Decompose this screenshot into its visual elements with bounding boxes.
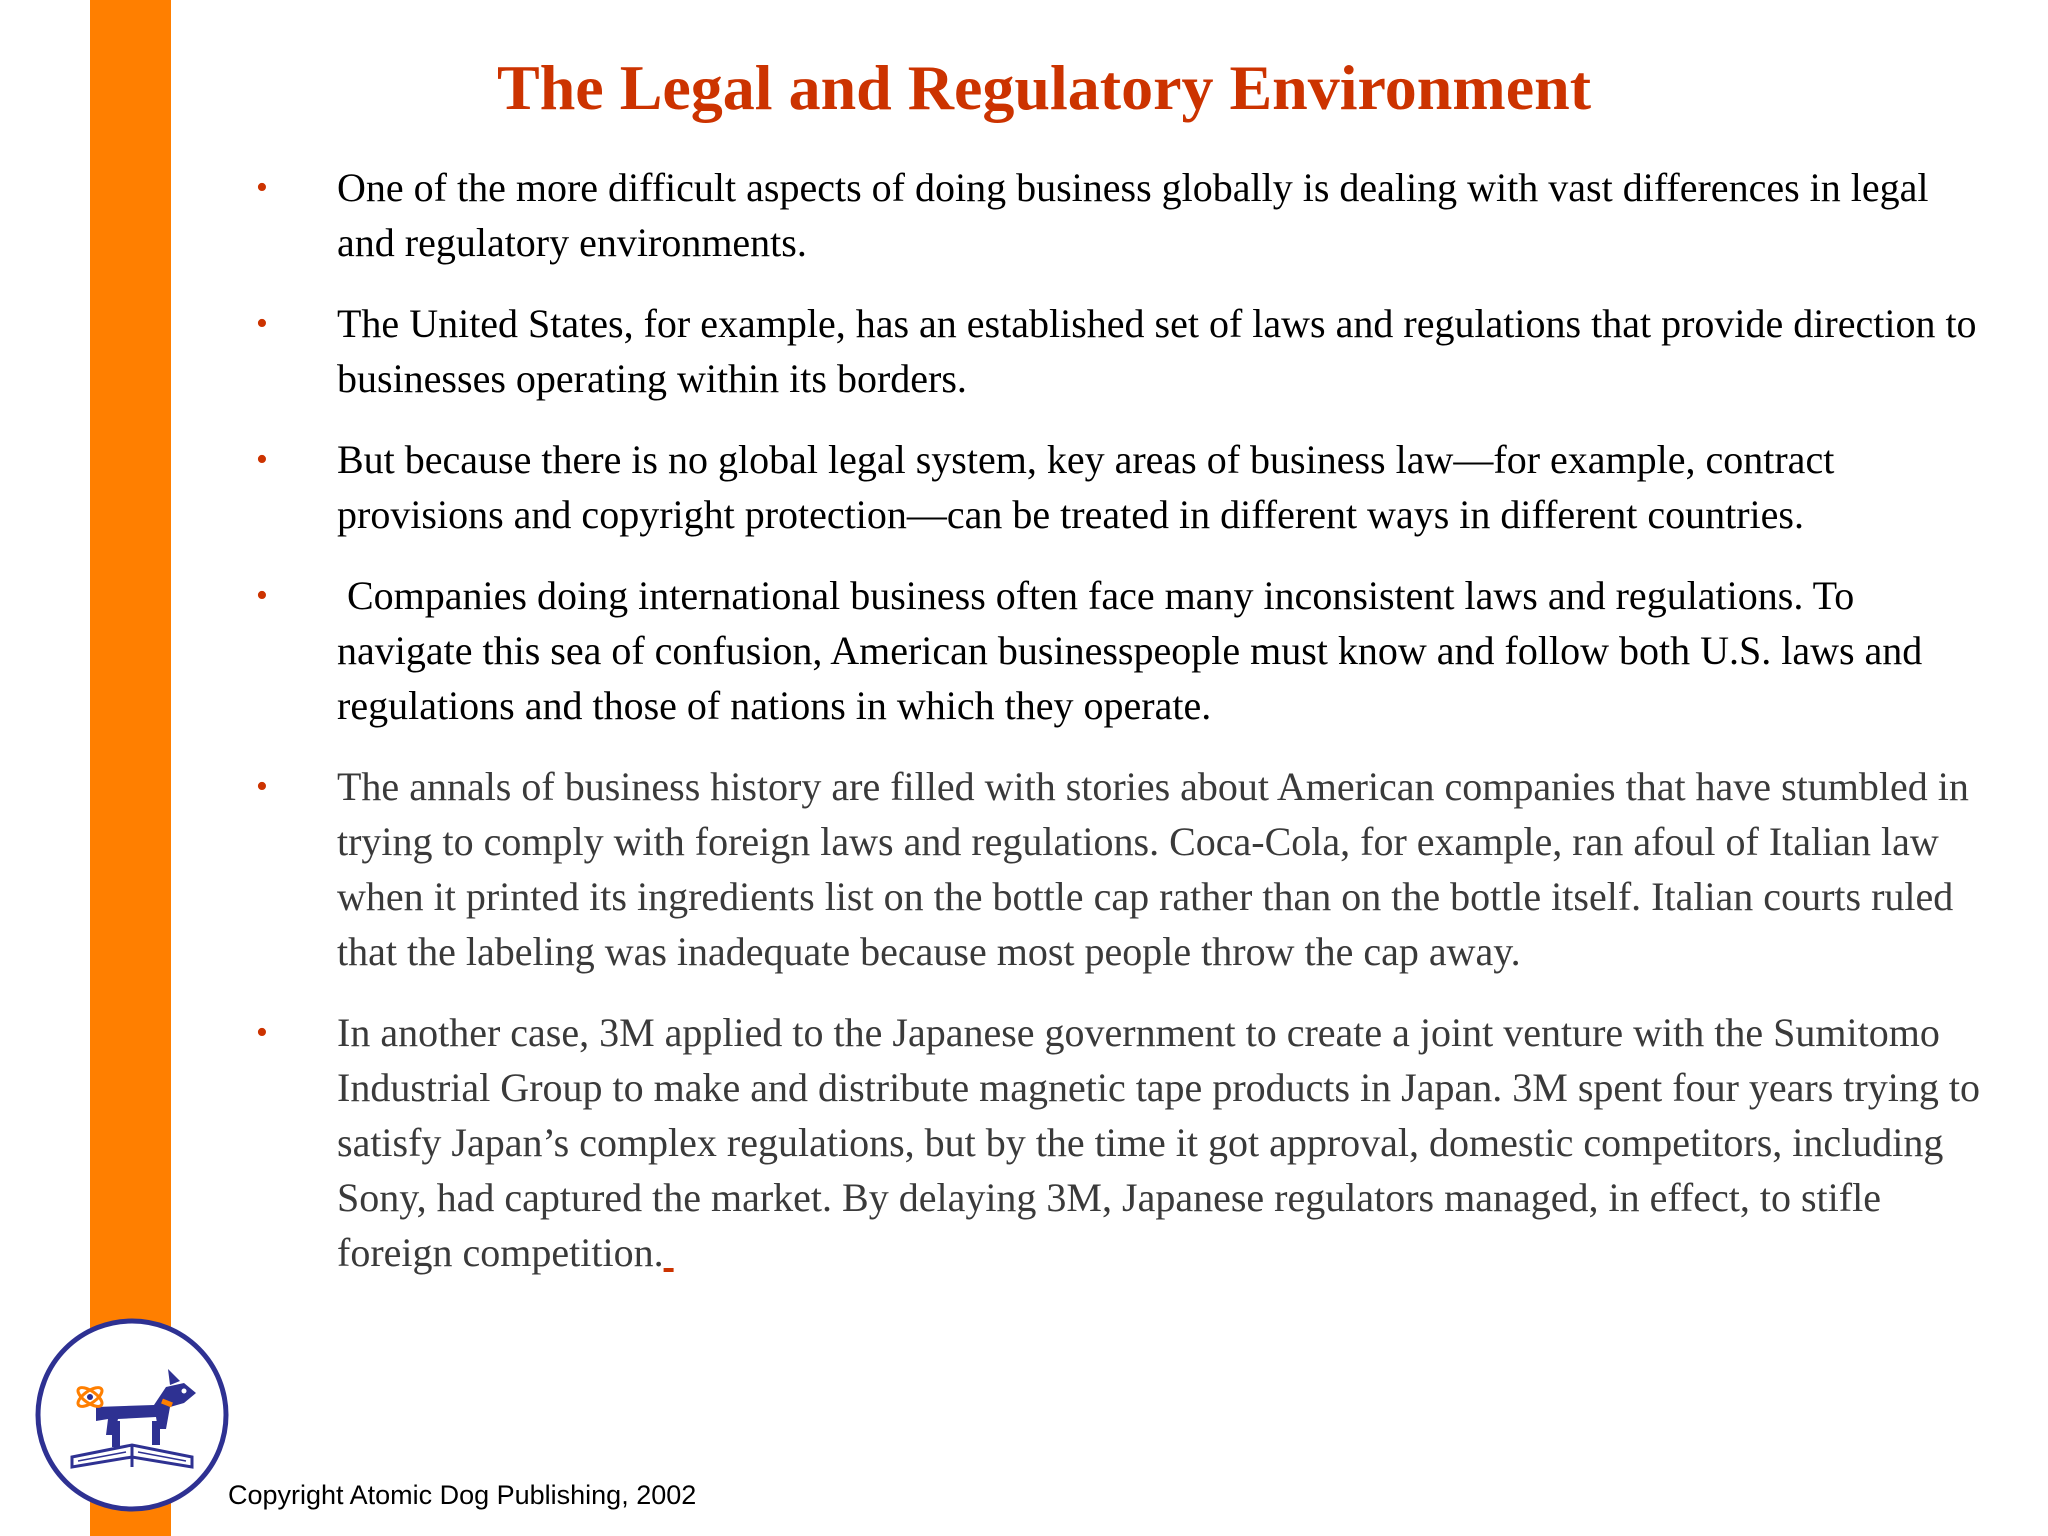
bullet-dot: • <box>256 768 268 805</box>
bullet-dot: • <box>256 441 268 478</box>
bullet-list <box>256 160 1996 1306</box>
bullet-item <box>256 432 1996 542</box>
bullet-item <box>256 759 1996 979</box>
atomic-dog-logo <box>34 1317 230 1513</box>
bullet-text: The annals of business history are filled with stories about American companies that have stumbled in trying to comply with foreign laws and regulations. Coca-Cola, for example, ran afoul of Italian law when it printed its ingredients list on the bottle cap rather than on the bottle itself. Italian courts ruled that the labeling was inadequate because most people throw the cap away. <box>337 764 1969 974</box>
trailing-underline-mark <box>664 1230 674 1275</box>
orange-side-bar <box>90 0 171 1536</box>
copyright-footer: Copyright Atomic Dog Publishing, 2002 <box>228 1480 697 1510</box>
bullet-text: One of the more difficult aspects of doing business globally is dealing with vast differences in legal and regulatory environments. <box>337 165 1929 265</box>
bullet-dot: • <box>256 305 268 342</box>
slide-title: The Legal and Regulatory Environment <box>497 52 1591 123</box>
bullet-text: But because there is no global legal system, key areas of business law—for example, contract provisions and copyright protection—can be treated in different ways in different countries. <box>337 437 1835 537</box>
bullet-item <box>256 1005 1996 1280</box>
bullet-item <box>256 296 1996 406</box>
bullet-item <box>256 160 1996 270</box>
bullet-item <box>256 568 1996 733</box>
bullet-text: The United States, for example, has an established set of laws and regulations that provide direction to businesses operating within its borders. <box>337 301 1977 401</box>
bullet-text: Companies doing international business often face many inconsistent laws and regulations. To navigate this sea of confusion, American businesspeople must know and follow both U.S. laws and regulations and those of nations in which they operate. <box>337 573 1933 728</box>
bullet-dot: • <box>256 577 268 614</box>
bullet-dot: • <box>256 169 268 206</box>
bullet-dot: • <box>256 1014 268 1051</box>
bullet-text: In another case, 3M applied to the Japanese government to create a joint venture with the Sumitomo Industrial Group to make and distribute magnetic tape products in Japan. 3M spent four years trying to satisfy Japan’s complex regulations, but by the time it got approval, domestic competitors, including Sony, had captured the market. By delaying 3M, Japanese regulators managed, in effect, to stifle foreign competition. <box>337 1010 1980 1275</box>
